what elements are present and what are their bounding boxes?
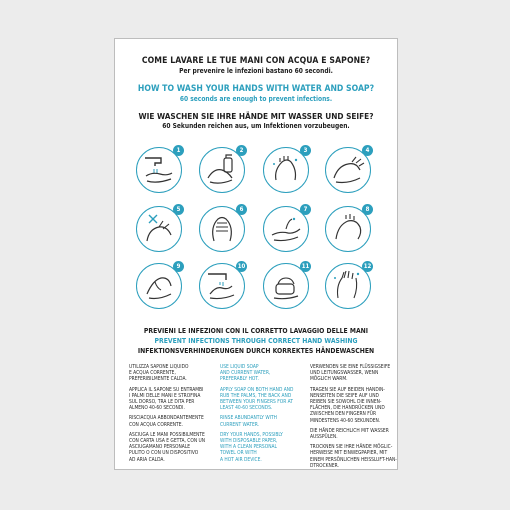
close-tap-icon: [264, 264, 307, 307]
instructions-english: [220, 364, 293, 467]
step-number: 2: [236, 145, 247, 156]
step-number: 4: [362, 145, 373, 156]
step-12-clean-hands: [325, 263, 371, 309]
instruction-item: DIE HÄNDE REICHLICH MIT WASSER AUSSPÜLEN.: [310, 427, 389, 441]
step-9-rinse-hands: [136, 263, 182, 309]
step-4-back-of-hands: [325, 147, 371, 193]
step-number: 9: [173, 261, 184, 272]
instruction-item: DRY YOUR HANDS, POSSIBLY WITH DISPOSABLE PAPER, WITH A CLEAN PERSONAL TOWEL OR WITH A HOT AIR DEVICE.: [220, 431, 283, 463]
instruction-item: TRAGEN SIE AUF BEIDEN HANDIN- NENSEITEN DIE SEIFE AUF UND REIBEN SIE SOWOHL DIE INNEN- FLÄCHEN, DIE HANDRÜCKEN UND ZWISCHEN DEN FINGERN FÜR MINDESTENS 40-60 SEKUNDEN.: [310, 386, 385, 424]
instruction-item: UTILIZZA SAPONE LIQUIDO E ACQUA CORRENTE, PREFERIBILMENTE CALDA.: [129, 364, 189, 383]
instructions-german: [310, 364, 397, 473]
step-number: 11: [301, 263, 310, 270]
back-of-hands-icon: [326, 148, 369, 191]
instruction-item: RISCIACQUA ABBONDANTEMENTE CON ACQUA CORRENTE.: [129, 415, 204, 428]
step-8-fingertips-in-palm: [325, 206, 371, 252]
step-number: 7: [300, 204, 311, 215]
thumb-rub-icon: [264, 207, 307, 250]
fingertips-palm-icon: [326, 207, 369, 250]
step-10-dry-towel: [199, 263, 245, 309]
instruction-item: APPLY SOAP ON BOTH HAND AND RUB THE PALMS, THE BACK AND BETWEEN YOUR FINGERS FOR AT LEAST 40-60 SECONDS.: [220, 386, 294, 412]
clasped-fingers-icon: [200, 207, 243, 250]
step-number: 12: [363, 263, 372, 270]
handwash-poster: [114, 38, 398, 470]
instruction-item: APPLICA IL SAPONE SU ENTRAMBI I PALMI DELLE MANI E STROFINA SUL DORSO, TRA LE DITA PER ALMENO 40-60 SECONDI.: [129, 386, 204, 412]
clean-hands-icon: [326, 264, 369, 307]
rinse-hands-icon: [137, 264, 180, 307]
paper-towel-icon: [200, 264, 243, 307]
step-number: 8: [362, 204, 373, 215]
instruction-item: TROCKNEN SIE IHRE HÄNDE MÖGLIC- HERWEISE MIT EINWEGPAPIER, MIT EINEM PERSÖNLICHEN HEISSLUFT-HAN- DTROCKNER.: [310, 444, 397, 469]
instruction-item: USE LIQUID SOAP AND CURRENT WATER, PREFERABLY HOT.: [220, 364, 271, 383]
step-number: 6: [236, 204, 247, 215]
instructions-italian: [129, 364, 205, 467]
step-number: 5: [173, 204, 184, 215]
subtitle-german: 60 Sekunden reichen aus, um Infektionen vorzubeugen.: [162, 122, 350, 130]
footer-heading-italian: PREVIENI LE INFEZIONI CON IL CORRETTO LAVAGGIO DELLE MANI: [143, 327, 369, 335]
step-5-interlace-fingers: [136, 206, 182, 252]
step-1-wet-hands: [136, 147, 182, 193]
step-number: 1: [173, 145, 184, 156]
rubbing-palms-icon: [264, 148, 307, 191]
step-number: 10: [237, 263, 246, 270]
hand-under-tap-icon: [137, 148, 180, 191]
footer-heading-english: PREVENT INFECTIONS THROUGH CORRECT HAND WASHING: [154, 337, 358, 345]
instruction-item: RINSE ABUNDANTLY WITH CURRENT WATER.: [220, 415, 277, 428]
step-6-clasp-fingers: [199, 206, 245, 252]
instruction-item: VERWENDEN SIE EINE FLÜSSIGSEIFE UND LEITUNGSWASSER, WENN MÖGLICH WARM.: [310, 364, 391, 383]
step-3-rub-palms: [263, 147, 309, 193]
step-11-close-tap: [263, 263, 309, 309]
interlaced-fingers-icon: [137, 207, 180, 250]
subtitle-english: 60 seconds are enough to prevent infections.: [179, 95, 333, 103]
title-german: WIE WASCHEN SIE IHRE HÄNDE MIT WASSER UND SEIFE?: [138, 111, 374, 121]
instruction-item: ASCIUGA LE MANI POSSIBILMENTE CON CARTA USA E GETTA, CON UN ASCIUGAMANO PERSONALE PULITO O CON UN DISPOSITIVO AD ARIA CALDA.: [129, 431, 206, 463]
subtitle-italian: Per prevenire le infezioni bastano 60 secondi.: [179, 67, 333, 75]
title-italian: COME LAVARE LE TUE MANI CON ACQUA E SAPONE?: [141, 56, 371, 66]
step-7-rub-thumbs: [263, 206, 309, 252]
step-number: 3: [300, 145, 311, 156]
step-2-apply-soap: [199, 147, 245, 193]
soap-dispenser-icon: [200, 148, 243, 191]
title-english: HOW TO WASH YOUR HANDS WITH WATER AND SOAP?: [137, 84, 375, 94]
footer-heading-german: INFEKTIONSVERHINDERUNGEN DURCH KORREKTES HÄNDEWASCHEN: [137, 347, 375, 355]
